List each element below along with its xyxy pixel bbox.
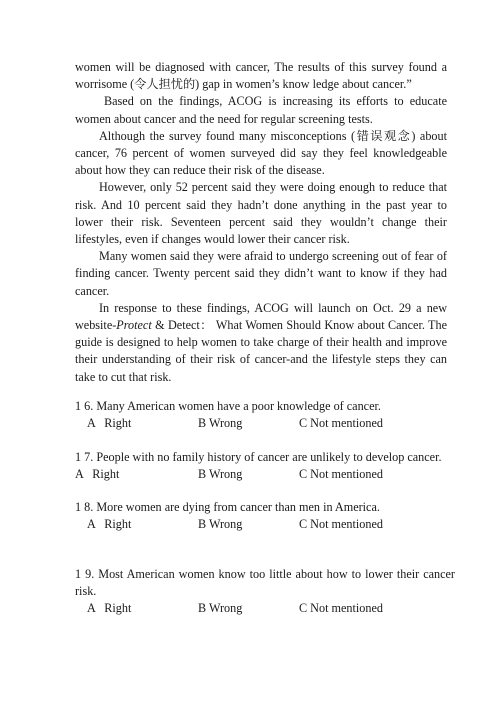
paragraph-6-start: In response to these findings, ACOG will launch on Oct. 29 a new website- <box>75 300 447 333</box>
question-stem: 1 6. Many American women have a poor knowledge of cancer. <box>75 399 381 413</box>
option-a[interactable]: A Right <box>87 517 132 531</box>
paragraph-5: Many women said they were afraid to undergo screening out of fear of finding cancer. Twenty percent said they didn’t want to know if they had cancer. <box>75 249 447 298</box>
question-18 <box>75 499 455 533</box>
question-17 <box>75 449 455 483</box>
options <box>75 600 455 617</box>
options <box>75 415 455 432</box>
option-b[interactable]: B Wrong <box>198 467 243 481</box>
paragraph-1: women will be diagnosed with cancer, The results of this survey found a worrisome (令人担忧的) gap in women’s know ledge about cancer.” <box>75 60 447 92</box>
option-b[interactable]: B Wrong <box>198 416 243 430</box>
paragraph-2: Based on the findings, ACOG is increasing its efforts to educate women about cancer and the need for regular screening tests. <box>75 94 447 126</box>
question-stem: 1 7. People with no family history of cancer are unlikely to develop cancer. <box>75 450 442 464</box>
question-16 <box>75 398 455 432</box>
paragraph-4: However, only 52 percent said they were doing enough to reduce that risk. And 10 percent said they hadn’t done anything in the past year to lower their risk. Seventeen percent said they wouldn’t change their lifestyles, even if changes would lower their cancer risk. <box>75 180 447 247</box>
option-a[interactable]: A Right <box>75 467 120 481</box>
paragraph-3: Although the survey found many misconceptions (错误观念) about cancer, 76 percent of women surveyed did say they feel knowledgeable about how they can reduce their risk of the disease. <box>75 128 447 178</box>
option-c[interactable]: C Not mentioned <box>299 416 383 430</box>
paragraph-6-end: & Detect： What Women Should Know about Cancer. The guide is designed to help women to take charge of their health and improve their understanding of their risk of cancer-and the lifestyle steps they can take to cut that risk. <box>75 318 447 384</box>
question-19 <box>75 566 455 617</box>
question-stem: 1 8. More women are dying from cancer than men in America. <box>75 500 380 514</box>
question-stem: 1 9. Most American women know too little about how to lower their cancer risk. <box>75 567 455 598</box>
option-c[interactable]: C Not mentioned <box>299 517 383 531</box>
option-a[interactable]: A Right <box>87 601 132 615</box>
option-c[interactable]: C Not mentioned <box>299 601 383 615</box>
options <box>75 516 455 533</box>
options <box>75 466 455 483</box>
website-title-italic: Protect <box>116 318 152 333</box>
option-c[interactable]: C Not mentioned <box>299 467 383 481</box>
paragraph-6 <box>75 300 447 386</box>
passage <box>75 59 447 386</box>
option-b[interactable]: B Wrong <box>198 517 243 531</box>
option-b[interactable]: B Wrong <box>198 601 243 615</box>
option-a[interactable]: A Right <box>87 416 132 430</box>
